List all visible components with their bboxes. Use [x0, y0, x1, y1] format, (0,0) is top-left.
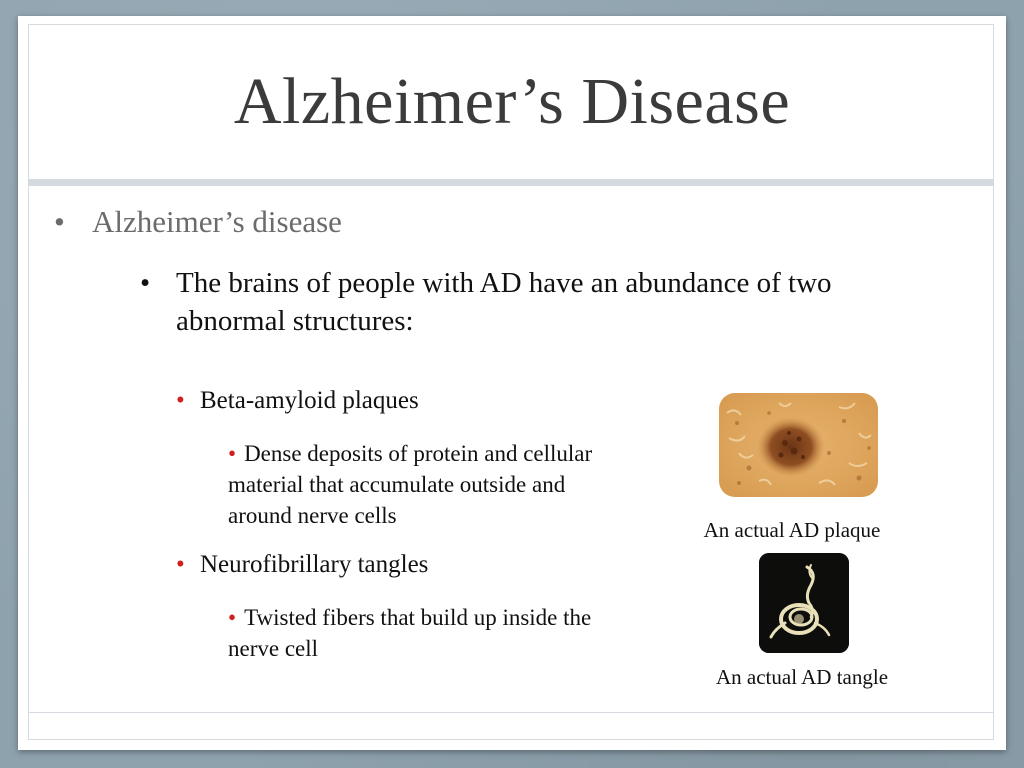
bullet-level1-text: Alzheimer’s disease	[92, 204, 342, 239]
bullet-level2-text: The brains of people with AD have an abundance of two abnormal structures:	[176, 267, 832, 337]
slide-title: Alzheimer’s Disease	[233, 65, 791, 138]
red-bullet-marker: •	[228, 441, 237, 466]
bullet-marker: •	[54, 204, 65, 239]
tangle-micrograph-icon	[759, 553, 849, 653]
tangles-detail-text: Twisted fibers that build up inside the nerve cell	[228, 605, 592, 661]
red-bullet-marker: •	[228, 605, 237, 630]
plaque-caption: An actual AD plaque	[703, 518, 881, 542]
red-bullet-marker: •	[176, 387, 185, 414]
bullet-marker: •	[140, 267, 151, 299]
plaques-heading: Beta-amyloid plaques	[200, 387, 419, 414]
tangles-heading: Neurofibrillary tangles	[200, 551, 429, 578]
bullet-plaques-detail	[228, 438, 608, 531]
red-bullet-marker: •	[176, 551, 185, 578]
slide	[18, 16, 1006, 750]
plaques-detail-text: Dense deposits of protein and cellular material that accumulate outside and around nerve cells	[228, 441, 593, 528]
footer-divider	[28, 712, 994, 713]
tangle-caption: An actual AD tangle	[715, 665, 889, 689]
bullet-tangles-detail	[228, 602, 628, 664]
title-divider	[28, 179, 994, 186]
plaque-micrograph-icon	[719, 393, 878, 497]
